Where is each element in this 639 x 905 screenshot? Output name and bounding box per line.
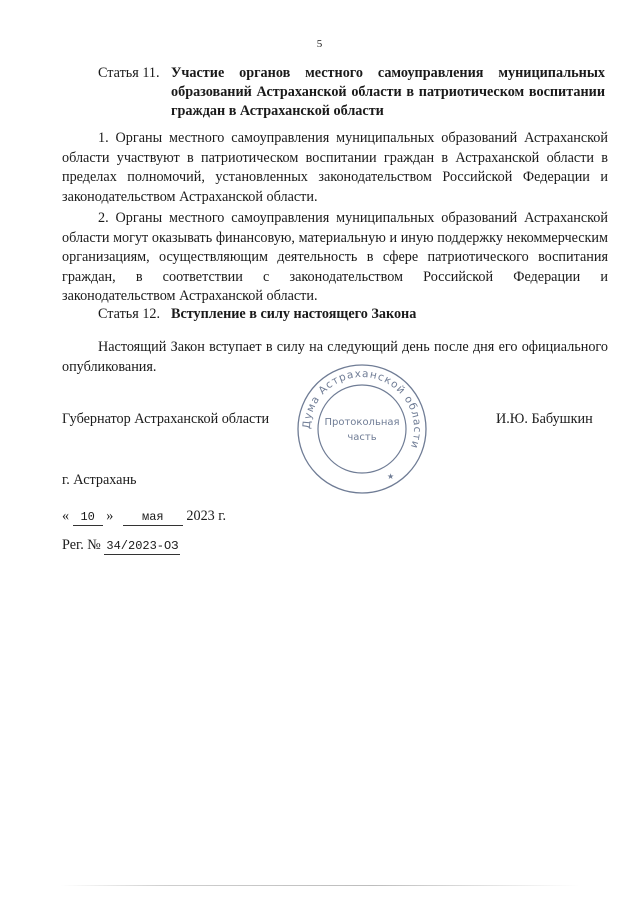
article-11-title: Участие органов местного самоуправления муниципальных образований Астраханской области в патриотическом воспитании граждан в Астраханской области	[171, 65, 605, 119]
article-11-heading	[98, 64, 608, 121]
registration-number: 34/2023-ОЗ	[106, 539, 179, 553]
stamp-inner-ring	[318, 385, 406, 473]
registration-label: Рег. №	[62, 537, 101, 553]
stamp-outer-ring	[298, 365, 426, 493]
city: г. Астрахань	[62, 472, 137, 488]
stamp-outer-text: Дума Астраханской области	[300, 367, 424, 451]
scan-artifact-line	[60, 885, 580, 886]
article-12-label: Статья 12.	[98, 306, 161, 322]
date-close-quote: »	[106, 508, 114, 524]
signature-position: Губернатор Астраханской области	[62, 411, 270, 427]
stamp-star: ★	[387, 472, 395, 481]
stamp-center-line-2: часть	[347, 432, 377, 443]
date-year: 2023 г.	[186, 508, 227, 524]
signature-name: И.Ю. Бабушкин	[496, 411, 593, 427]
date-line	[62, 508, 226, 526]
article-12-title: Вступление в силу настоящего Закона	[171, 306, 417, 322]
paragraph-3: Настоящий Закон вступает в силу на следующий день после дня его официального опубликования.	[62, 339, 608, 375]
paragraph-2: 2. Органы местного самоуправления муниципальных образований Астраханской области могут оказывать финансовую, материальную и иную поддержку некоммерческим организациям, осуществляющим деятельность в сфере патриотического воспитания граждан, в соответствии с законодательством Российской Федерации и законодательством Астраханской области.	[62, 210, 608, 304]
date-day: 10	[73, 510, 103, 526]
stamp-center-line-1: Протокольная	[324, 417, 400, 428]
page-number: 5	[316, 38, 323, 50]
official-stamp	[295, 362, 429, 496]
paragraph-1: 1. Органы местного самоуправления муниципальных образований Астраханской области участвуют в патриотическом воспитании граждан в Астраханской области в пределах полномочий, установленных законодательством Российской Федерации и законодательством Астраханской области.	[62, 130, 608, 205]
article-12-heading	[98, 305, 608, 324]
registration-line	[62, 537, 180, 555]
article-11-label: Статья 11.	[98, 65, 160, 81]
date-open-quote: «	[62, 508, 70, 524]
date-month: мая	[123, 510, 183, 526]
